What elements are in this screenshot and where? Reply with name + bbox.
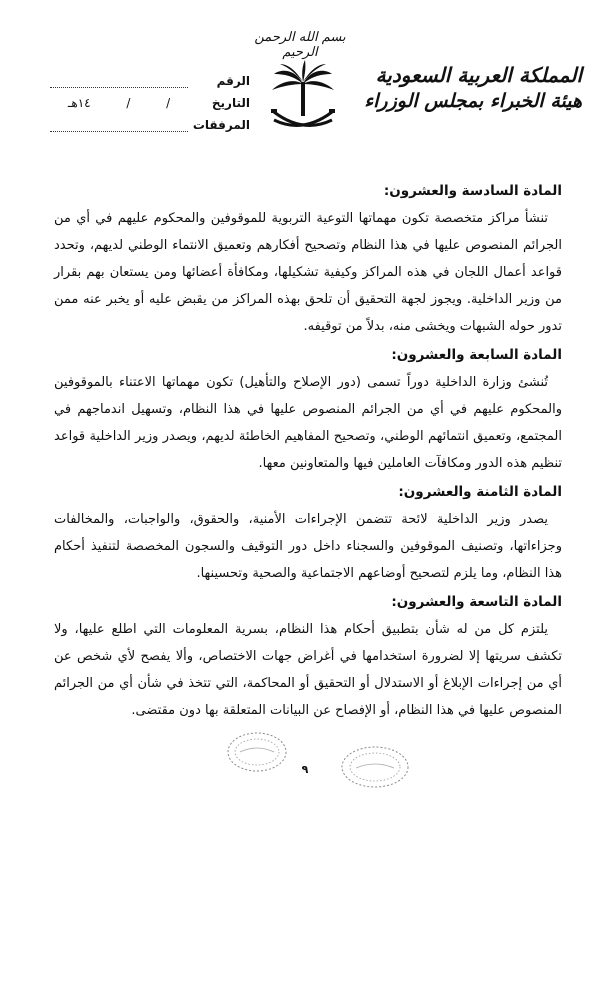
article-27 [54, 342, 562, 477]
attachments-line [50, 119, 188, 132]
article-title: المادة الثامنة والعشرون: [398, 484, 562, 500]
official-stamp-icon [226, 730, 288, 774]
date-row [50, 88, 250, 110]
article-text: يلتزم كل من له شأن بتطبيق أحكام هذا النظام، بسرية المعلومات التي اطلع عليها، ولا تكشف سريتها إلا لضرورة استخدامها في أغراض جهات الاختصاص، وألا يفصح لأي شخص عن أي من إجراءات الإبلاغ أو الاستدلال أو التحقيق أو المحاكمة، التي تتخذ في شأن أي من الجرائم المنصوص عليها في هذا النظام، أو الإفصاح عن البيانات المتعلقة بها دون مقتضى. [54, 622, 562, 718]
official-stamp-icon [340, 744, 410, 790]
basmala-calligraphy: بسم الله الرحمن الرحيم [254, 30, 346, 60]
article-text: تُنشئ وزارة الداخلية دوراً تسمى (دور الإصلاح والتأهيل) تكون مهماتها الاعتناء بالموقوفين والمحكوم عليهم في أي من الجرائم المنصوص عليها في هذا النظام، وتسهيل اندماجهم في المجتمع، وتعميق انتمائهم الوطني، وتصحيح المفاهيم الخاطئة لديهم، ويصدر وزير الداخلية قواعد تنظيم هذه الدور ومكافآت العاملين فيها والمتعاونين معها. [54, 375, 562, 471]
document-meta [50, 66, 250, 132]
date-suffix: ١٤هـ [67, 96, 91, 110]
attachments-label: المرفقات [192, 118, 250, 132]
article-title: المادة التاسعة والعشرون: [391, 594, 562, 610]
article-26 [54, 178, 562, 340]
org-country: المملكة العربية السعودية [375, 63, 582, 87]
article-title: المادة السابعة والعشرون: [391, 347, 562, 363]
article-29 [54, 589, 562, 724]
article-title: المادة السادسة والعشرون: [383, 183, 562, 199]
page-number: ٩ [301, 763, 309, 776]
ref-line [50, 75, 188, 88]
date-sep-1: / [166, 96, 171, 110]
article-28 [54, 479, 562, 587]
org-body: هيئة الخبراء بمجلس الوزراء [364, 90, 582, 112]
date-label: التاريخ [211, 96, 250, 110]
attachments-row [50, 110, 250, 132]
article-text: تنشأ مراكز متخصصة تكون مهماتها التوعية التربوية للموقوفين والمحكوم عليهم في أي من الجرائم المنصوص عليها في هذا النظام وتصحيح أفكارهم وتعميق الانتماء الوطني لديهم، وتحدد قواعد أعمال اللجان في هذه المراكز وكيفية تشكيلها، ومكافأة أعضائها ومن يستعان بهم بقرار من وزير الداخلية. ويجوز لجهة التحقيق أن تلحق بهذه المراكز من يقبض عليه أو يخبر عنه ممن تدور حوله الشبهات ويخشى منه، بدلاً من توقيفه. [54, 211, 562, 334]
ref-label: الرقم [216, 74, 250, 88]
date-sep-2: / [126, 96, 131, 110]
document-body [54, 178, 562, 726]
article-text: يصدر وزير الداخلية لائحة تتضمن الإجراءات الأمنية، والحقوق، والواجبات، والمخالفات وجزاءاتها، وتصنيف الموقوفين والسجناء داخل دور التوقيف والسجون المخصصة لتنفيذ أحكام هذا النظام، وما يلزم لتصحيح أوضاعهم الاجتماعية والصحية وتحسينها. [54, 512, 562, 581]
date-field [50, 96, 188, 110]
ref-row [50, 66, 250, 88]
organization-name [362, 62, 582, 114]
saudi-emblem-icon [268, 60, 338, 140]
